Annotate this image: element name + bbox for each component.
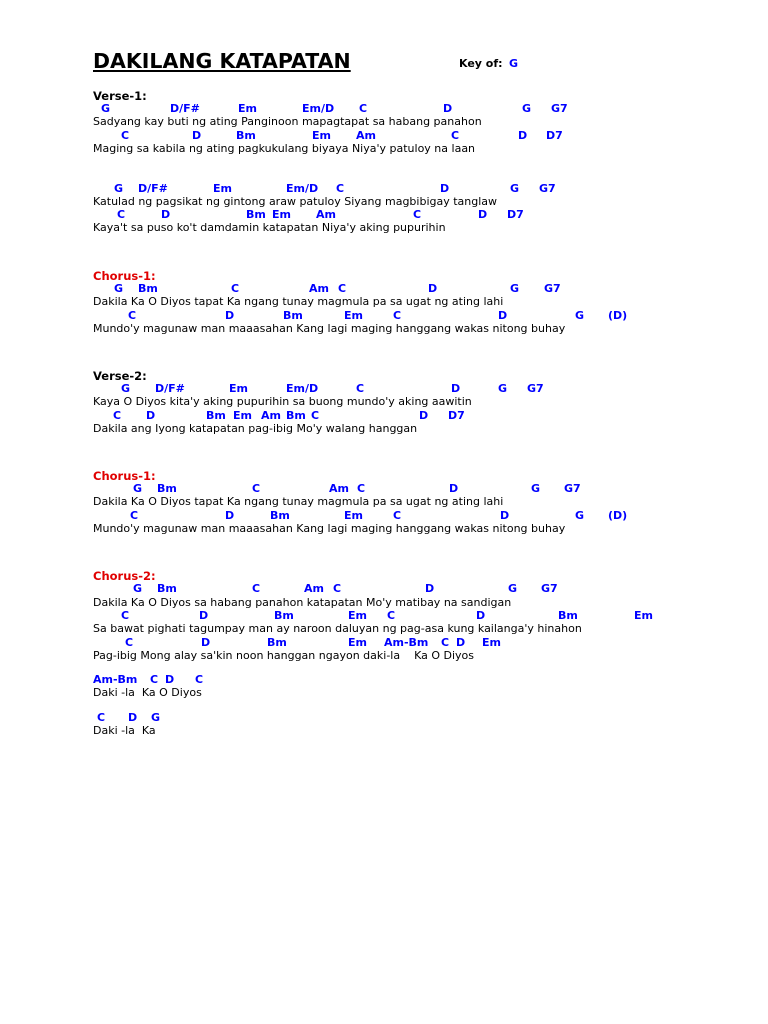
chord: Em/D [286,182,319,195]
chord: G [522,102,532,115]
lyric-line: Maging sa kabila ng ating pagkukulang biyaya Niya'y patuloy na laan [93,142,476,155]
chord: D [199,609,209,622]
section-label: Chorus-1: [93,269,156,283]
chord: C [333,582,342,595]
chord: C [357,482,366,495]
chord-line [0,129,768,143]
chord: C [117,208,126,221]
lyric-line: Dakila Ka O Diyos tapat Ka ngang tunay magmula pa sa ugat ng ating lahi [93,495,504,508]
chord: Em [233,409,252,422]
song-title: DAKILANG KATAPATAN [93,49,351,73]
chord: Bm [157,482,177,495]
chord: C [413,208,422,221]
lyric-line: Kaya O Diyos kita'y aking pupurihin sa buong mundo'y aking aawitin [93,395,472,408]
chord: Bm [270,509,290,522]
chord-line [0,582,768,596]
chord: Em/D [286,382,319,395]
chord: C [97,711,106,724]
chord: Em [344,309,363,322]
chord: Am-Bm [384,636,429,649]
chord: C [387,609,396,622]
chord: G [510,282,520,295]
lyric-line: Mundo'y magunaw man maaasahan Kang lagi maging hanggang wakas nitong buhay [93,322,566,335]
section-label: Chorus-2: [93,569,156,583]
chord: G [114,182,124,195]
chord-line [0,673,768,687]
chord: D [498,309,508,322]
chord: G [114,282,124,295]
chord: C [150,673,159,686]
chord: G [133,482,143,495]
chord: C [130,509,139,522]
lyric-line: Daki -la Ka [93,724,156,737]
chord: Em [348,609,367,622]
chord: G7 [541,582,558,595]
chord: C [311,409,320,422]
chord: D [451,382,461,395]
chord: C [393,309,402,322]
chord: C [252,482,261,495]
chord: Bm [138,282,158,295]
chord: Am [304,582,324,595]
chord: D [192,129,202,142]
chord: C [356,382,365,395]
chord: G [101,102,111,115]
chord: D/F# [138,182,168,195]
chord: Em [272,208,291,221]
chord: Bm [286,409,306,422]
chord: D [165,673,175,686]
chord: C [393,509,402,522]
chord: D7 [448,409,465,422]
chord: G [575,309,585,322]
chord: G [531,482,541,495]
chord: Am-Bm [93,673,138,686]
chord: C [451,129,460,142]
chord: D [478,208,488,221]
chord: Em [229,382,248,395]
section-label: Verse-1: [93,89,147,103]
chord-line [0,482,768,496]
chord: Am [309,282,329,295]
chord: G7 [564,482,581,495]
chord: G [575,509,585,522]
chord: G7 [551,102,568,115]
lyric-line: Mundo'y magunaw man maaasahan Kang lagi maging hanggang wakas nitong buhay [93,522,566,535]
lyric-line: Sadyang kay buti ng ating Panginoon mapagtapat sa habang panahon [93,115,482,128]
chord: Am [329,482,349,495]
chord: Em/D [302,102,335,115]
key-value: G [509,57,519,70]
chord: D [449,482,459,495]
section-label: Verse-2: [93,369,147,383]
chord-line [0,102,768,116]
chord-line [0,711,768,725]
chord: G [498,382,508,395]
lyric-line: Dakila ang Iyong katapatan pag-ibig Mo'y walang hanggan [93,422,418,435]
chord-line [0,509,768,523]
chord: D7 [507,208,524,221]
chord: C [252,582,261,595]
chord-line [0,309,768,323]
chord: G7 [544,282,561,295]
chord: C [128,309,137,322]
lyric-line: Pag-ibig Mong alay sa'kin noon hanggan ngayon daki-la Ka O Diyos [93,649,474,662]
chord-line [0,609,768,623]
section-label: Chorus-1: [93,469,156,483]
chord: C [195,673,204,686]
chord: D [419,409,429,422]
chord: D7 [546,129,563,142]
chord: Bm [283,309,303,322]
chord: G7 [527,382,544,395]
lyric-line: Katulad ng pagsikat ng gintong araw patuloy Siyang magbibigay tanglaw [93,195,498,208]
chord: G [121,382,131,395]
chord-line [0,208,768,222]
chord: Bm [157,582,177,595]
chord: (D) [608,309,628,322]
chord: Bm [558,609,578,622]
chord: Em [213,182,232,195]
chord: C [125,636,134,649]
chord-line [0,409,768,423]
chord: G [508,582,518,595]
lyric-line: Sa bawat pighati tagumpay man ay naroon daluyan ng pag-asa kung kailanga'y hinahon [93,622,582,635]
chord: Am [261,409,281,422]
lyric-line: Kaya't sa puso ko't damdamin katapatan Niya'y aking pupurihin [93,221,446,234]
chord: D [500,509,510,522]
chord: D [428,282,438,295]
chord: C [359,102,368,115]
chord: G [151,711,161,724]
chord: G [510,182,520,195]
lyric-line: Daki -la Ka O Diyos [93,686,202,699]
chord: Bm [274,609,294,622]
chord: C [113,409,122,422]
chord: G7 [539,182,556,195]
chord: Bm [236,129,256,142]
chord: Em [348,636,367,649]
key-label: Key of: [459,57,503,70]
chord: D [425,582,435,595]
chord: C [231,282,240,295]
chord: Em [634,609,653,622]
chord: Em [344,509,363,522]
chord: D [456,636,466,649]
chord: D [518,129,528,142]
chord: D [476,609,486,622]
chord: C [121,609,130,622]
chord: D [225,509,235,522]
chord: (D) [608,509,628,522]
chord: D [225,309,235,322]
chord: Em [312,129,331,142]
chord: C [121,129,130,142]
chord: Am [356,129,376,142]
chord: D/F# [170,102,200,115]
chord: Am [316,208,336,221]
chord: C [441,636,450,649]
chord: Em [238,102,257,115]
chord: C [336,182,345,195]
chord: Em [482,636,501,649]
lyric-line: Dakila Ka O Diyos tapat Ka ngang tunay magmula pa sa ugat ng ating lahi [93,295,504,308]
chord: D [201,636,211,649]
lyric-line: Dakila Ka O Diyos sa habang panahon katapatan Mo'y matibay na sandigan [93,596,512,609]
chord: D [440,182,450,195]
chord: D [128,711,138,724]
chord-line [0,182,768,196]
chord: G [133,582,143,595]
chord-line [0,282,768,296]
chord: Bm [206,409,226,422]
chord: D [146,409,156,422]
chord: D/F# [155,382,185,395]
chord: D [161,208,171,221]
chord: D [443,102,453,115]
chord-line [0,636,768,650]
chord: Bm [267,636,287,649]
chord: C [338,282,347,295]
chord: Bm [246,208,266,221]
chord-line [0,382,768,396]
